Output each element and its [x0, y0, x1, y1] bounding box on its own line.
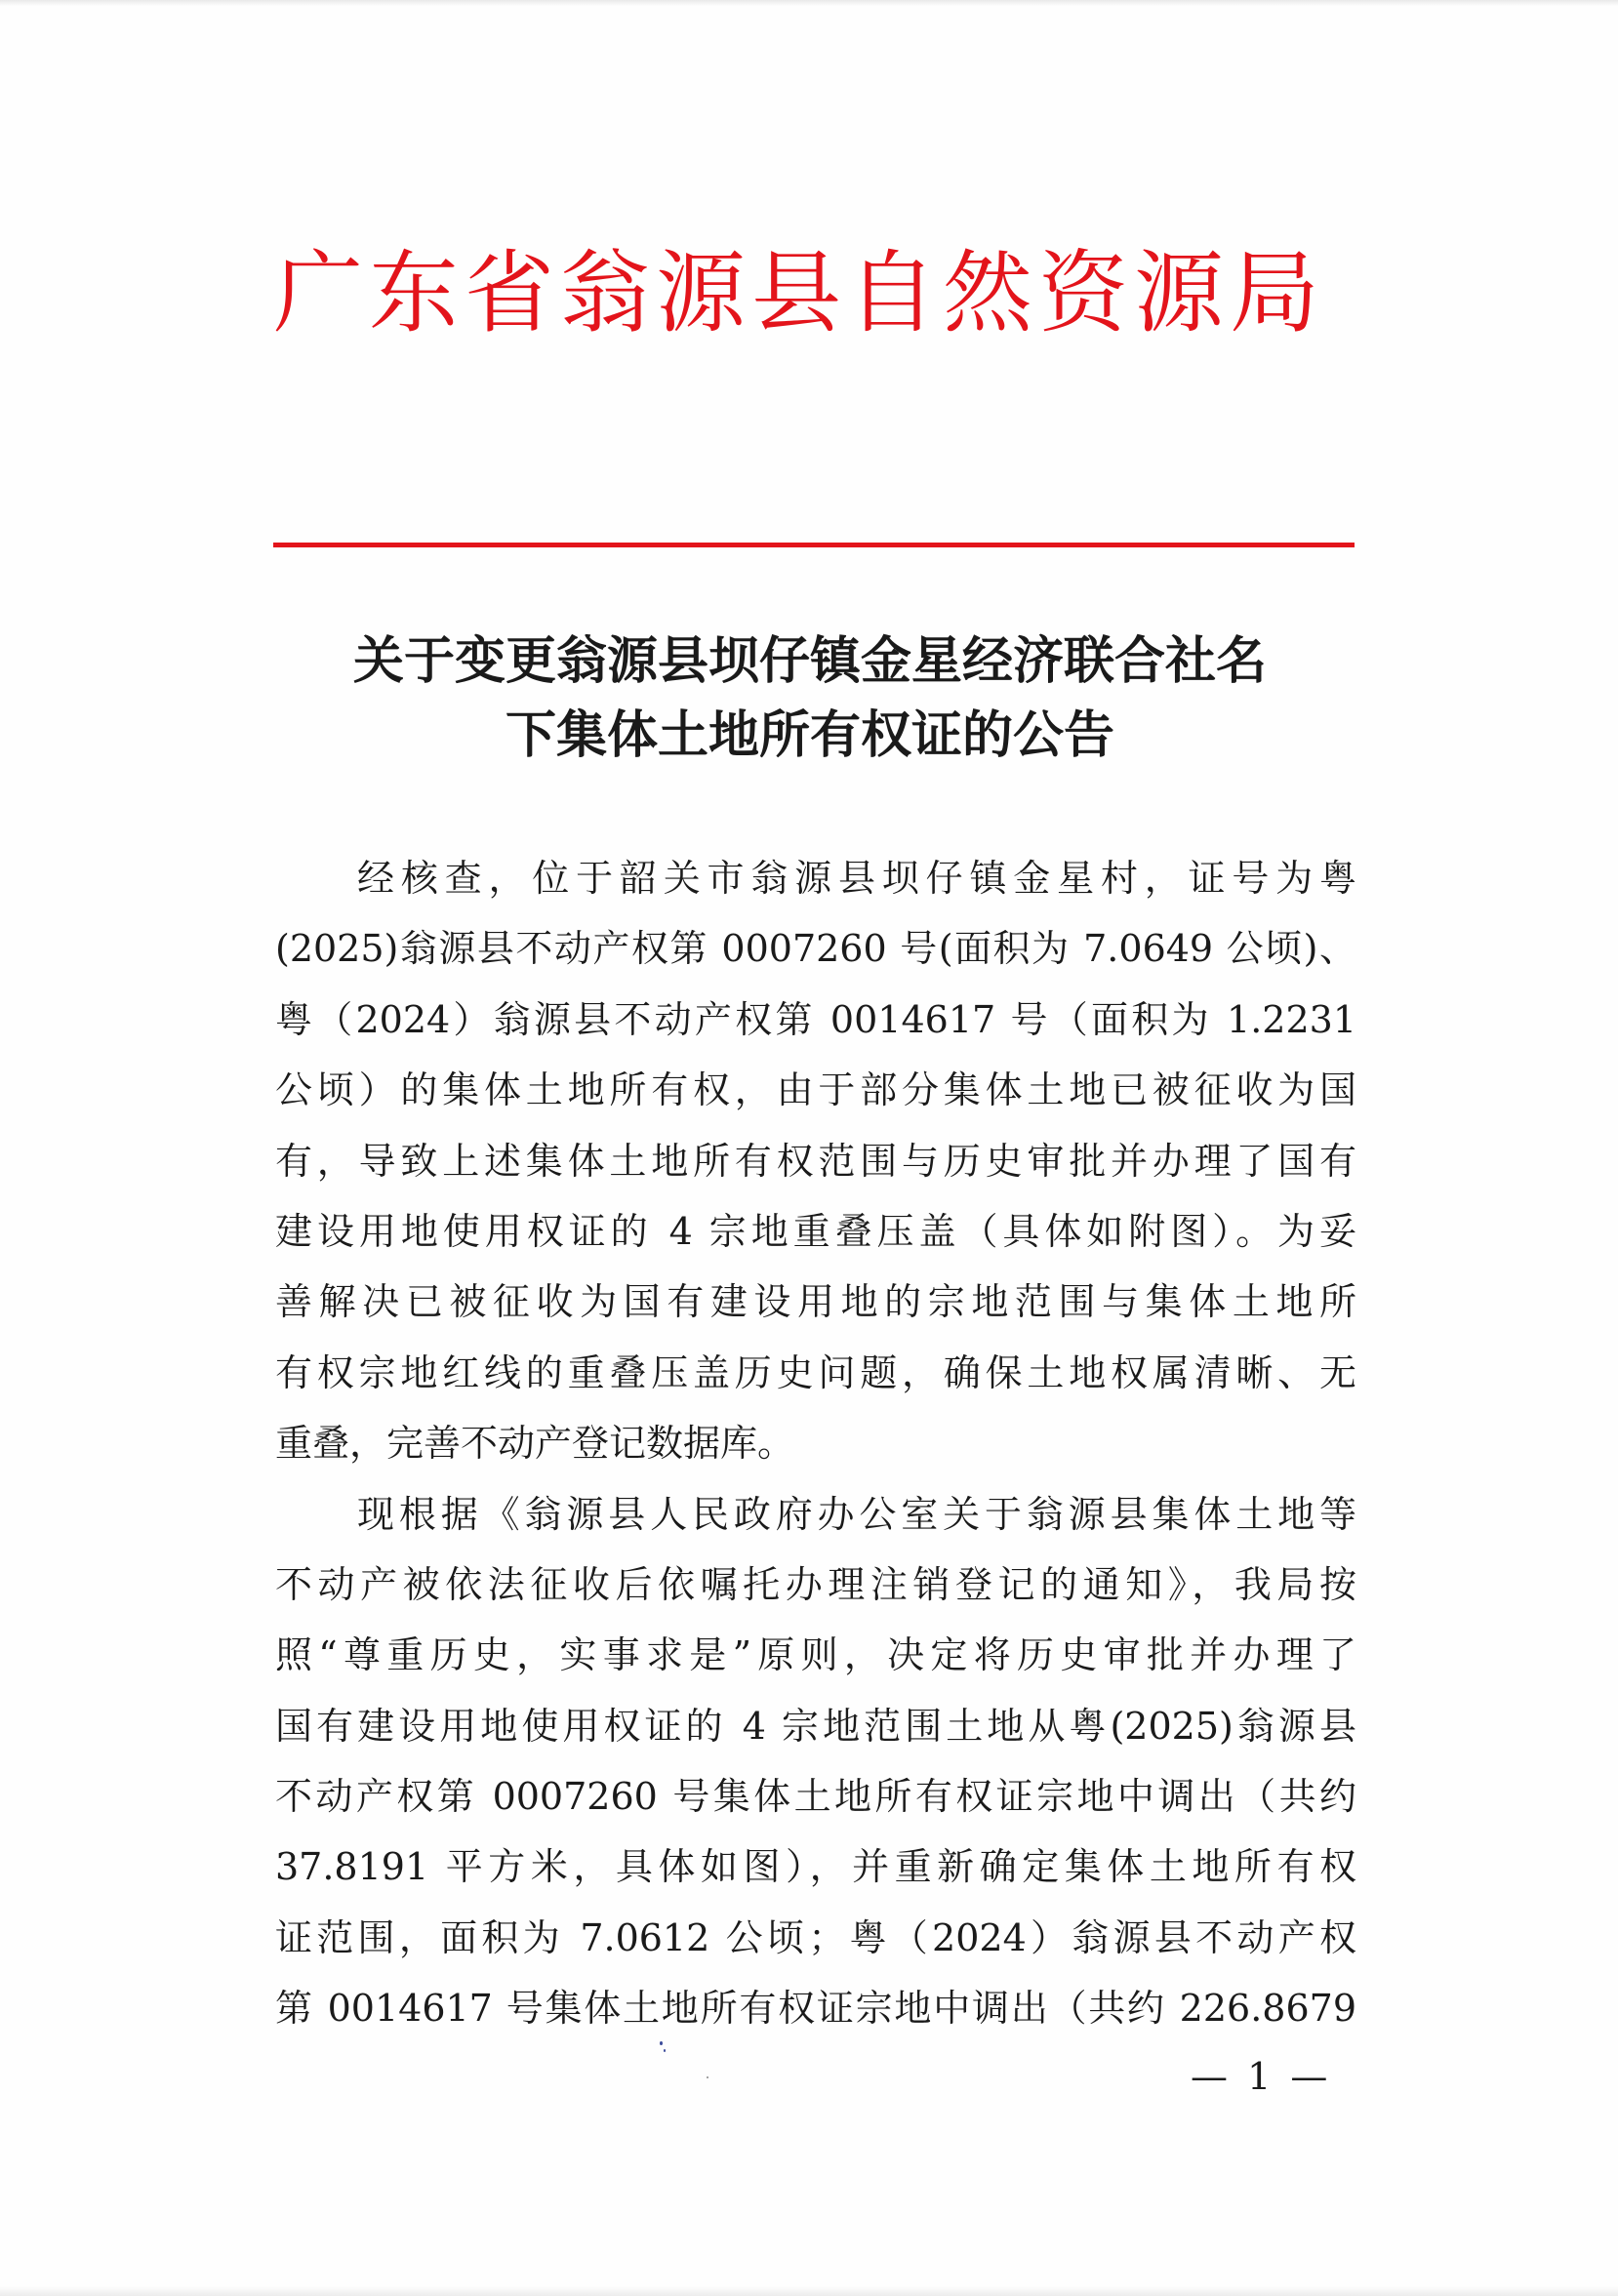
title-line-2: 下集体土地所有权证的公告 [505, 706, 1114, 765]
body-line: 37.8191 平方米，具体如图），并重新确定集体土地所有权 [275, 1845, 1356, 1889]
body-line: (2025)翁源县不动产权第 0007260 号(面积为 7.0649 公顷)、 [275, 927, 1356, 971]
title-line-1: 关于变更翁源县坝仔镇金星经济联合社名 [352, 632, 1267, 691]
body-line: 证范围，面积为 7.0612 公顷；粤（2024）翁源县不动产权 [275, 1915, 1356, 1959]
body-line: 现根据《翁源县人民政府办公室关于翁源县集体土地等 [357, 1492, 1356, 1536]
page-number: — 1 — [1191, 2055, 1332, 2098]
body-line: 善解决已被征收为国有建设用地的宗地范围与集体土地所 [275, 1280, 1356, 1324]
red-divider-line [273, 543, 1355, 547]
body-line: 经核查，位于韶关市翁源县坝仔镇金星村，证号为粤 [357, 857, 1356, 900]
body-line: 粤（2024）翁源县不动产权第 0014617 号（面积为 1.2231 [275, 997, 1356, 1041]
body-line: 建设用地使用权证的 4 宗地重叠压盖（具体如附图）。为妥 [275, 1209, 1356, 1253]
body-line: 有权宗地红线的重叠压盖历史问题，确保土地权属清晰、无 [275, 1350, 1356, 1394]
scan-speck [707, 2076, 708, 2078]
body-line: 第 0014617 号集体土地所有权证宗地中调出（共约 226.8679 [275, 1987, 1356, 2031]
body-line: 有，导致上述集体土地所有权范围与历史审批并办理了国有 [275, 1139, 1356, 1183]
body-line: 不动产被依法征收后依嘱托办理注销登记的通知》，我局按 [275, 1562, 1356, 1606]
scan-speck [664, 2049, 666, 2052]
scan-edge-bottom [0, 2286, 1618, 2296]
scan-speck [660, 2041, 663, 2045]
body-text [275, 843, 1356, 2044]
issuer-header: 广东省翁源县自然资源局 [273, 241, 1326, 345]
body-line: 照“尊重历史，实事求是”原则，决定将历史审批并办理了 [275, 1633, 1356, 1677]
scan-edge-top [0, 0, 1618, 6]
body-line: 公顷）的集体土地所有权，由于部分集体土地已被征收为国 [275, 1068, 1356, 1112]
body-line: 不动产权第 0007260 号集体土地所有权证宗地中调出（共约 [275, 1775, 1356, 1819]
body-line: 国有建设用地使用权证的 4 宗地范围土地从粤(2025)翁源县 [275, 1704, 1356, 1748]
body-line: 重叠，完善不动产登记数据库。 [275, 1422, 795, 1466]
document-title [234, 624, 1386, 773]
